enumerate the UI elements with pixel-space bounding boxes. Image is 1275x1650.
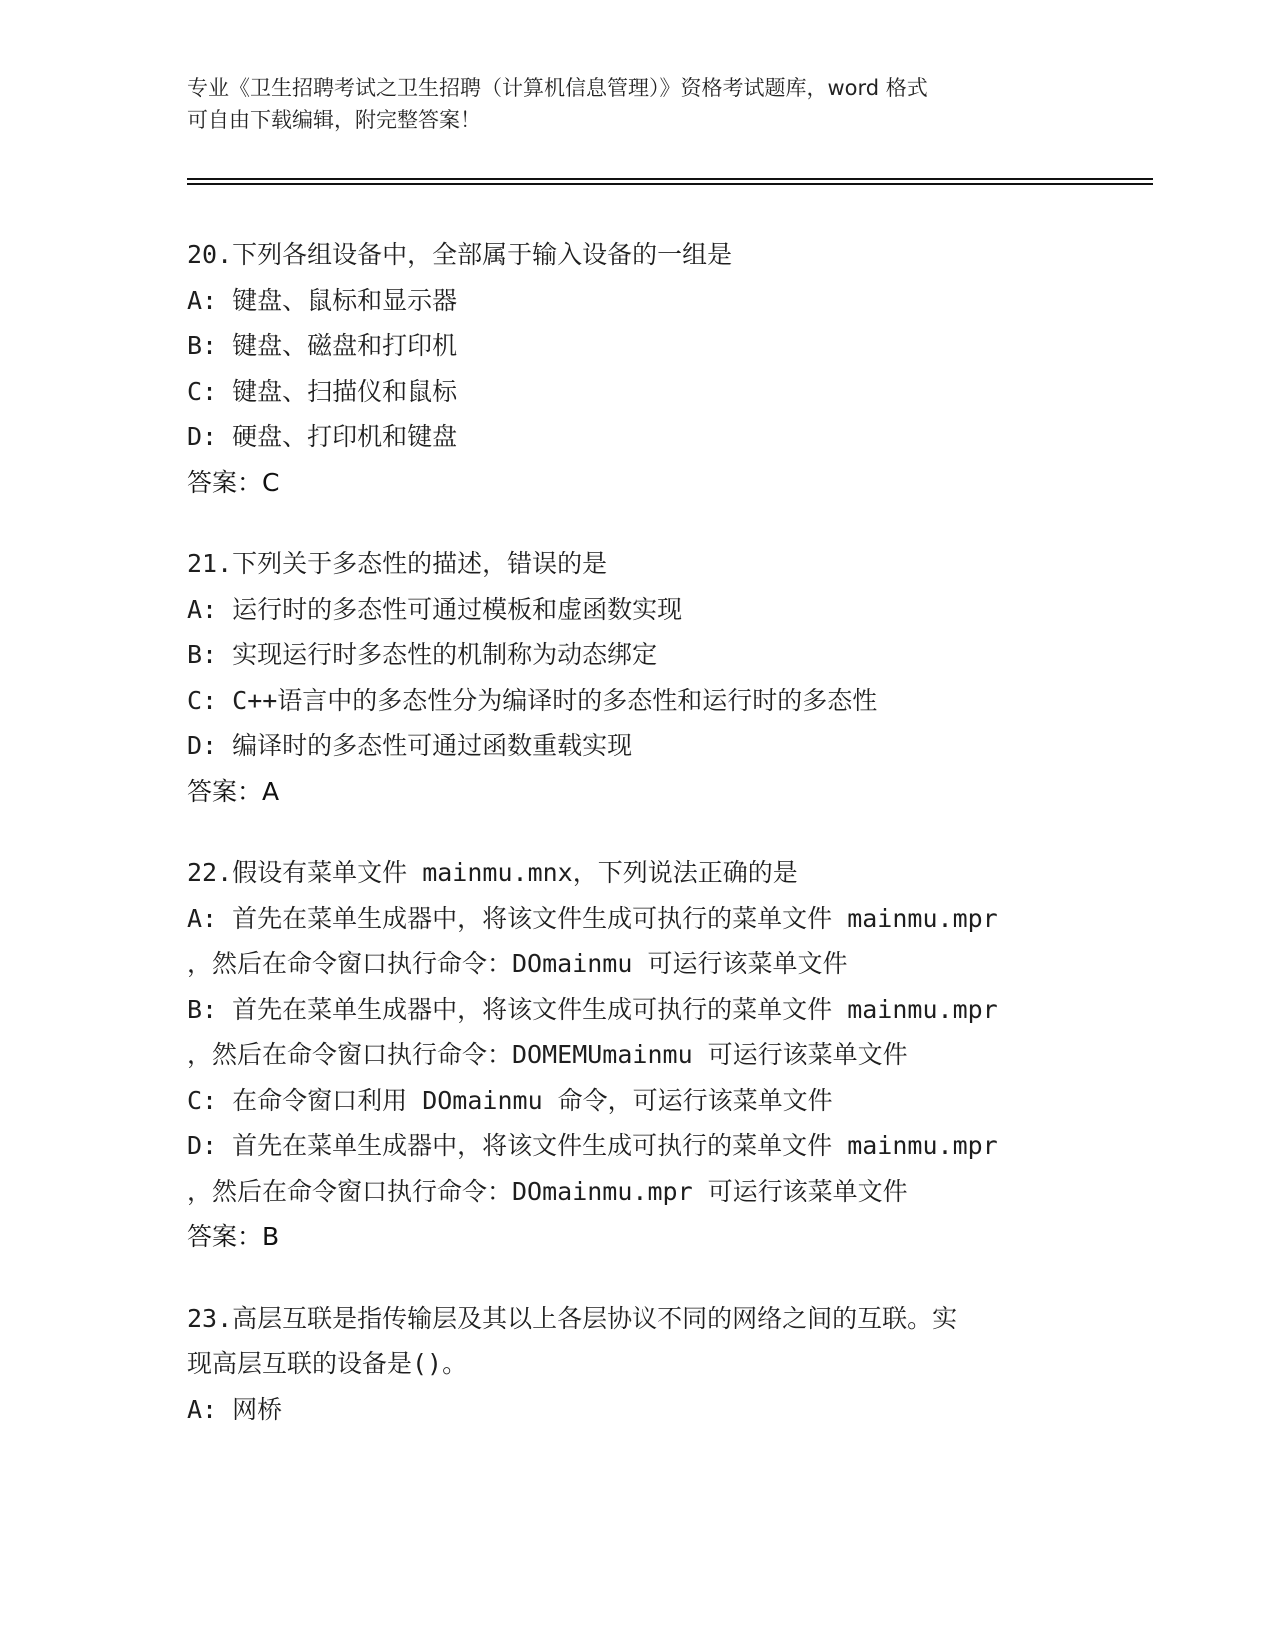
answer-option: B: 实现运行时多态性的机制称为动态绑定: [187, 640, 658, 669]
answer-option: B: 键盘、磁盘和打印机: [187, 331, 458, 360]
header-line-1: 专业《卫生招聘考试之卫生招聘（计算机信息管理）》资格考试题库，word 格式: [187, 76, 928, 100]
answer-option: C: C++语言中的多态性分为编译时的多态性和运行时的多态性: [187, 685, 878, 715]
answer-option: D: 编译时的多态性可通过函数重载实现: [187, 731, 633, 760]
document-header: [187, 72, 1067, 136]
question-list: [187, 232, 1087, 1468]
question-stem: 20.下列各组设备中，全部属于输入设备的一组是: [187, 240, 733, 269]
answer-option: A: 运行时的多态性可通过模板和虚函数实现: [187, 594, 683, 624]
question-block: [187, 541, 1087, 814]
question-stem: 23.高层互联是指传输层及其以上各层协议不同的网络之间的互联。实: [187, 1303, 958, 1333]
header-divider-bottom: [187, 183, 1153, 185]
header-line-2: 可自由下载编辑，附完整答案！: [187, 108, 481, 132]
question-block: [187, 850, 1087, 1260]
answer-option: ，然后在命令窗口执行命令：DOmainmu.mpr 可运行该菜单文件: [187, 1176, 908, 1206]
answer-option: A: 网桥: [187, 1394, 283, 1424]
answer-option: ，然后在命令窗口执行命令：DOmainmu 可运行该菜单文件: [187, 949, 848, 978]
answer-option: D: 硬盘、打印机和键盘: [187, 422, 458, 451]
question-block: [187, 1296, 1087, 1433]
question-stem: 21.下列关于多态性的描述，错误的是: [187, 549, 608, 578]
answer-key: 答案：C: [187, 467, 280, 497]
answer-option: C: 在命令窗口利用 DOmainmu 命令，可运行该菜单文件: [187, 1085, 833, 1115]
answer-option: A: 首先在菜单生成器中，将该文件生成可执行的菜单文件 mainmu.mpr: [187, 903, 998, 933]
answer-key: 答案：A: [187, 776, 280, 806]
question-stem: 现高层互联的设备是()。: [187, 1349, 468, 1378]
header-divider-top: [187, 178, 1153, 180]
answer-key: 答案：B: [187, 1222, 280, 1251]
answer-option: ，然后在命令窗口执行命令：DOMEMUmainmu 可运行该菜单文件: [187, 1040, 908, 1069]
answer-option: D: 首先在菜单生成器中，将该文件生成可执行的菜单文件 mainmu.mpr: [187, 1131, 998, 1160]
question-stem: 22.假设有菜单文件 mainmu.mnx，下列说法正确的是: [187, 858, 798, 887]
answer-option: C: 键盘、扫描仪和鼠标: [187, 376, 458, 406]
question-block: [187, 232, 1087, 505]
answer-option: B: 首先在菜单生成器中，将该文件生成可执行的菜单文件 mainmu.mpr: [187, 994, 998, 1024]
answer-option: A: 键盘、鼠标和显示器: [187, 285, 458, 315]
